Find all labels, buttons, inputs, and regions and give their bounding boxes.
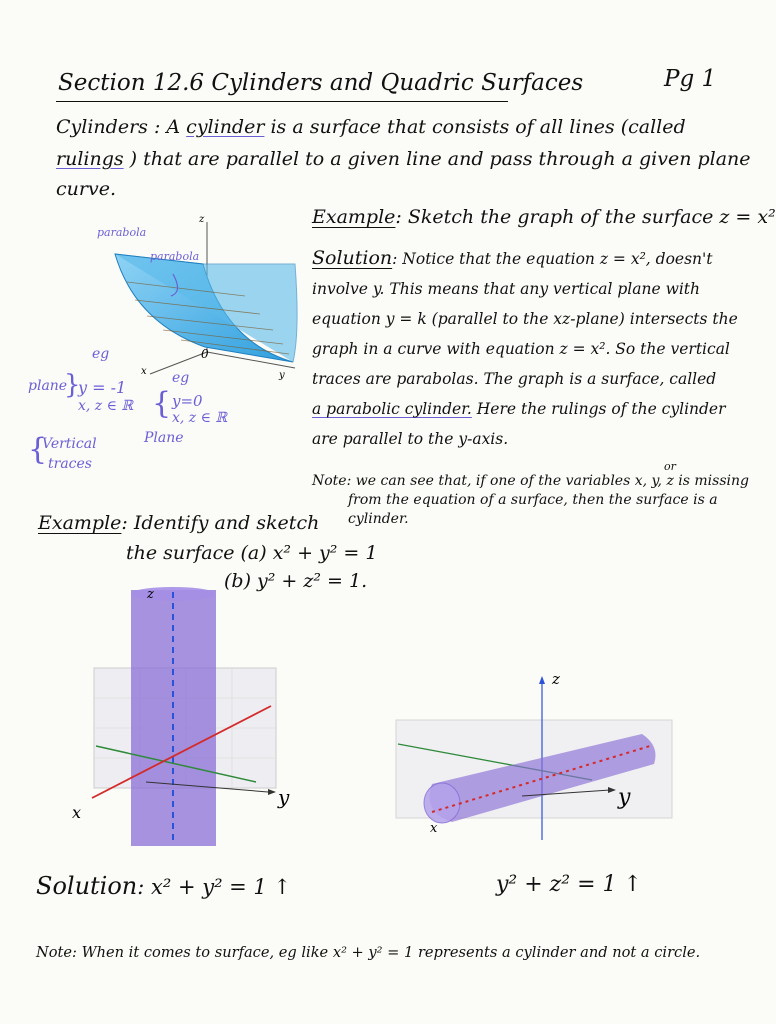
fig1-parabola-label-mid: parabola bbox=[150, 250, 200, 263]
intro-line-1 bbox=[56, 112, 686, 142]
fig1-origin-label: 0 bbox=[201, 347, 209, 361]
example2-line-1 bbox=[38, 508, 319, 538]
intro-line2-post: ) that are parallel to a given line and pass through a given plane bbox=[129, 148, 751, 170]
example1-text: : Sketch the graph of the surface z = x² bbox=[395, 206, 776, 228]
example2-line-3: (b) y² + z² = 1. bbox=[224, 570, 368, 592]
solution1-line-5: traces are parabolas. The graph is a surface, called bbox=[312, 370, 717, 388]
plot-a-z-label: z bbox=[147, 587, 154, 602]
plot-b-x-label: x bbox=[430, 821, 438, 836]
annotation-traces: traces bbox=[48, 456, 92, 472]
cylinder-plot-b bbox=[392, 672, 682, 842]
annotation-plane-2: Plane bbox=[144, 430, 184, 446]
solution1-line-4: graph in a curve with equation z = x². So the vertical bbox=[312, 340, 730, 358]
solution1-line-7: are parallel to the y-axis. bbox=[312, 430, 509, 448]
cylinder-plot-a bbox=[72, 586, 290, 846]
solution1-line-6 bbox=[312, 394, 738, 424]
fig1-parabola-label-left: parabola bbox=[97, 226, 147, 239]
annotation-domain-1: x, z ∈ ℝ bbox=[78, 398, 134, 414]
fig1-y-label: y bbox=[279, 370, 285, 381]
plot-a-y-label: y bbox=[278, 785, 290, 809]
cylinder-end-b bbox=[424, 783, 460, 823]
parabolic-cylinder-figure bbox=[95, 212, 305, 382]
intro-pre: : A bbox=[153, 116, 181, 138]
annotation-eq-1: y = -1 bbox=[78, 378, 127, 397]
annotation-brace-3: { bbox=[28, 432, 48, 467]
intro-post: is a surface that consists of all lines (called bbox=[270, 116, 686, 138]
rulings-word: rulings bbox=[56, 148, 124, 170]
cylinder-word: cylinder bbox=[186, 116, 265, 138]
plot-a-x-label: x bbox=[72, 803, 82, 822]
solution2-label: Solution bbox=[36, 872, 138, 900]
intro-line-3: curve. bbox=[56, 178, 116, 200]
annotation-vertical: Vertical bbox=[42, 436, 97, 452]
note1-line-3: cylinder. bbox=[348, 511, 409, 527]
fig1-x-label: x bbox=[141, 366, 147, 377]
solution1-line-1 bbox=[312, 243, 738, 274]
note1-line-1: Note: we can see that, if one of the variables x, y, z is missing bbox=[312, 473, 749, 489]
annotation-plane-label: plane bbox=[28, 378, 68, 394]
annotation-eg-1: eg bbox=[92, 346, 110, 362]
page-title: Section 12.6 Cylinders and Quadric Surfaces bbox=[58, 70, 584, 96]
solution1-line-6-text: Here the rulings of the cylinder bbox=[476, 400, 726, 418]
solution1-label: Solution bbox=[312, 247, 393, 269]
annotation-brace-1: } bbox=[64, 370, 81, 400]
solution1-line-1-text: : Notice that the equation z = x², doesn't bbox=[392, 250, 713, 268]
fig1-z-label: z bbox=[199, 214, 205, 225]
title-underline bbox=[56, 101, 508, 102]
note1-line-2: from the equation of a surface, then the surface is a bbox=[348, 492, 718, 508]
example2-line-2: the surface (a) x² + y² = 1 bbox=[126, 542, 378, 564]
annotation-eq-2: y=0 bbox=[172, 392, 203, 410]
solution1-line-2: involve y. This means that any vertical plane with bbox=[312, 280, 701, 298]
note1-block bbox=[312, 472, 749, 529]
solution2-eq-a: : x² + y² = 1 ↑ bbox=[137, 875, 292, 899]
note2: Note: When it comes to surface, eg like x² + y² = 1 represents a cylinder and not a circle. bbox=[36, 944, 701, 961]
solution2-a bbox=[36, 872, 291, 900]
example1 bbox=[312, 202, 776, 232]
plot-b-z-label: z bbox=[552, 670, 560, 688]
solution1-line-3: equation y = k (parallel to the xz-plane) intersects the bbox=[312, 310, 738, 328]
cylinders-term: Cylinders bbox=[56, 116, 148, 138]
plot-b-y-label: y bbox=[618, 785, 631, 810]
annotation-eg-2: eg bbox=[172, 370, 190, 386]
note1-or: or bbox=[664, 460, 676, 473]
solution1-block bbox=[312, 243, 738, 454]
intro-line-2 bbox=[56, 144, 751, 174]
example2-line-1-text: : Identify and sketch bbox=[121, 512, 320, 534]
solution2-b: y² + z² = 1 ↑ bbox=[496, 872, 642, 897]
annotation-domain-2: x, z ∈ ℝ bbox=[172, 410, 228, 426]
annotation-brace-2: { bbox=[152, 386, 172, 421]
page-number: Pg 1 bbox=[664, 66, 717, 92]
example1-label: Example bbox=[312, 206, 396, 228]
parabolic-cylinder-term: a parabolic cylinder. bbox=[312, 400, 472, 418]
example2-label: Example bbox=[38, 512, 122, 534]
